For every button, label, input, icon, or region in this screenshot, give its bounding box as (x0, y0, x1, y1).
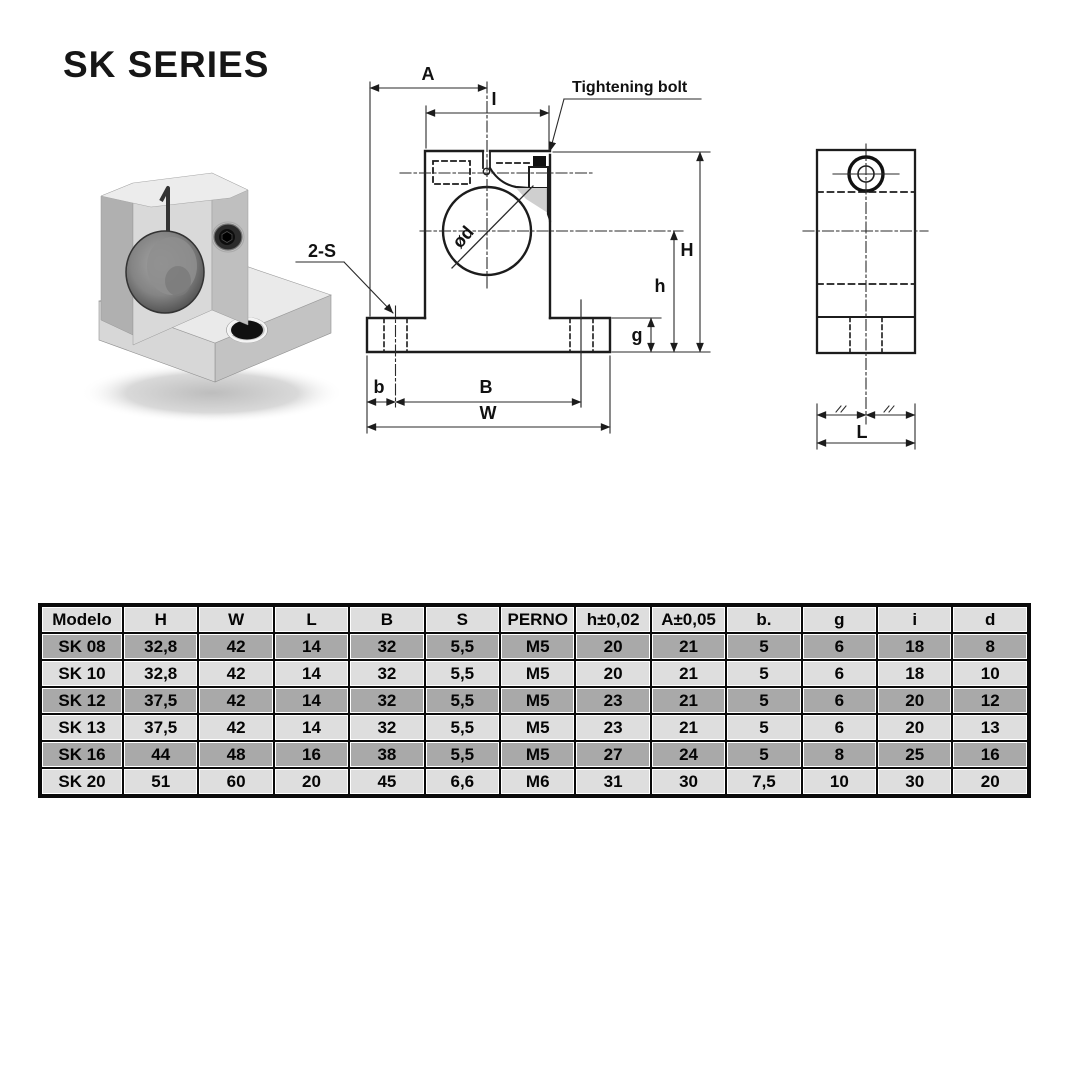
table-cell: 23 (576, 688, 649, 713)
table-cell: 21 (652, 661, 725, 686)
page-title: SK SERIES (63, 44, 270, 85)
table-cell: 44 (124, 742, 197, 767)
col-header-i: i (878, 607, 951, 632)
table-cell: 20 (576, 661, 649, 686)
front-view (296, 82, 710, 433)
table-row (42, 742, 1027, 767)
table-cell: SK 12 (42, 688, 122, 713)
table-cell: 6 (803, 715, 876, 740)
table-cell: 20 (275, 769, 348, 794)
table-cell: 23 (576, 715, 649, 740)
table-cell: 37,5 (124, 715, 197, 740)
col-header-d: d (953, 607, 1027, 632)
table-cell: 16 (953, 742, 1027, 767)
spec-table (38, 603, 1031, 798)
table-cell: 6 (803, 688, 876, 713)
table-cell: 20 (878, 715, 951, 740)
dim-H-label: H (680, 240, 694, 260)
table-cell: 5,5 (426, 688, 499, 713)
table-cell: 37,5 (124, 688, 197, 713)
col-header-S: S (426, 607, 499, 632)
table-cell: 16 (275, 742, 348, 767)
table-cell: SK 10 (42, 661, 122, 686)
table-cell: 21 (652, 715, 725, 740)
col-header-L: L (275, 607, 348, 632)
table-cell: 30 (652, 769, 725, 794)
table-cell: SK 13 (42, 715, 122, 740)
table-cell: 38 (350, 742, 423, 767)
table-cell: M6 (501, 769, 574, 794)
table-cell: 45 (350, 769, 423, 794)
table-cell: 21 (652, 634, 725, 659)
dim-g-label: g (631, 325, 643, 345)
table-cell: 14 (275, 688, 348, 713)
table-cell: 32 (350, 634, 423, 659)
table-cell: 18 (878, 634, 951, 659)
table-cell: 5 (727, 742, 800, 767)
table-cell: 60 (199, 769, 272, 794)
table-cell: 10 (803, 769, 876, 794)
dim-L-label: L (856, 422, 868, 442)
table-cell: M5 (501, 634, 574, 659)
bolt-head (533, 156, 546, 167)
dim-B-label: B (479, 377, 493, 397)
table-row (42, 688, 1027, 713)
table-cell: 14 (275, 661, 348, 686)
table-cell: 5 (727, 661, 800, 686)
table-cell: SK 16 (42, 742, 122, 767)
table-cell: 12 (953, 688, 1027, 713)
table-cell: 24 (652, 742, 725, 767)
table-cell: 18 (878, 661, 951, 686)
table-cell: 31 (576, 769, 649, 794)
col-header-W: W (199, 607, 272, 632)
col-header-b: b. (727, 607, 800, 632)
col-header-H: H (124, 607, 197, 632)
table-cell: 51 (124, 769, 197, 794)
table-cell: 25 (878, 742, 951, 767)
col-header-A-tol: A±0,05 (652, 607, 725, 632)
product-photo (80, 173, 344, 423)
table-cell: M5 (501, 688, 574, 713)
table-cell: 5 (727, 634, 800, 659)
table-cell: 48 (199, 742, 272, 767)
col-header-h-tol: h±0,02 (576, 607, 649, 632)
hex-socket-bolt (212, 222, 244, 252)
table-cell: 30 (878, 769, 951, 794)
dim-b-label: b (373, 377, 385, 397)
table-cell: 5,5 (426, 634, 499, 659)
table-cell: 20 (576, 634, 649, 659)
table-cell: 20 (953, 769, 1027, 794)
table-cell: M5 (501, 715, 574, 740)
table-cell: 10 (953, 661, 1027, 686)
table-row (42, 715, 1027, 740)
table-cell: 32 (350, 715, 423, 740)
table-cell: 14 (275, 634, 348, 659)
table-cell: 13 (953, 715, 1027, 740)
table-cell: 6 (803, 661, 876, 686)
table-cell: 5,5 (426, 742, 499, 767)
dim-h-label: h (654, 276, 666, 296)
col-header-B: B (350, 607, 423, 632)
table-cell: 42 (199, 688, 272, 713)
table-cell: M5 (501, 661, 574, 686)
table-cell: 5 (727, 688, 800, 713)
table-cell: 27 (576, 742, 649, 767)
table-cell: 32,8 (124, 661, 197, 686)
col-header-g: g (803, 607, 876, 632)
table-cell: 42 (199, 634, 272, 659)
table-cell: M5 (501, 742, 574, 767)
table-header-row (42, 607, 1027, 632)
table-cell: SK 08 (42, 634, 122, 659)
table-cell: 8 (803, 742, 876, 767)
table-cell: 14 (275, 715, 348, 740)
table-cell: 5,5 (426, 661, 499, 686)
col-header-perno: PERNO (501, 607, 574, 632)
table-cell: 32 (350, 661, 423, 686)
table-cell: SK 20 (42, 769, 122, 794)
dim-a-label: A (421, 64, 435, 84)
table-cell: 42 (199, 661, 272, 686)
table-cell: 32 (350, 688, 423, 713)
bore-diameter-label: ød (448, 222, 478, 252)
table-cell: 21 (652, 688, 725, 713)
table-cell: 7,5 (727, 769, 800, 794)
tightening-bolt-label: Tightening bolt (572, 79, 688, 96)
table-cell: 6 (803, 634, 876, 659)
table-cell: 8 (953, 634, 1027, 659)
table-cell: 20 (878, 688, 951, 713)
col-header-modelo: Modelo (42, 607, 122, 632)
dim-i-label: I (491, 89, 497, 109)
table-cell: 6,6 (426, 769, 499, 794)
table-cell: 32,8 (124, 634, 197, 659)
table-cell: 42 (199, 715, 272, 740)
dim-W-label: W (479, 403, 497, 423)
table-row (42, 661, 1027, 686)
table-row (42, 769, 1027, 794)
table-cell: 5 (727, 715, 800, 740)
two-s-label: 2-S (307, 241, 337, 261)
table-row (42, 634, 1027, 659)
side-view (803, 144, 928, 449)
table-cell: 5,5 (426, 715, 499, 740)
